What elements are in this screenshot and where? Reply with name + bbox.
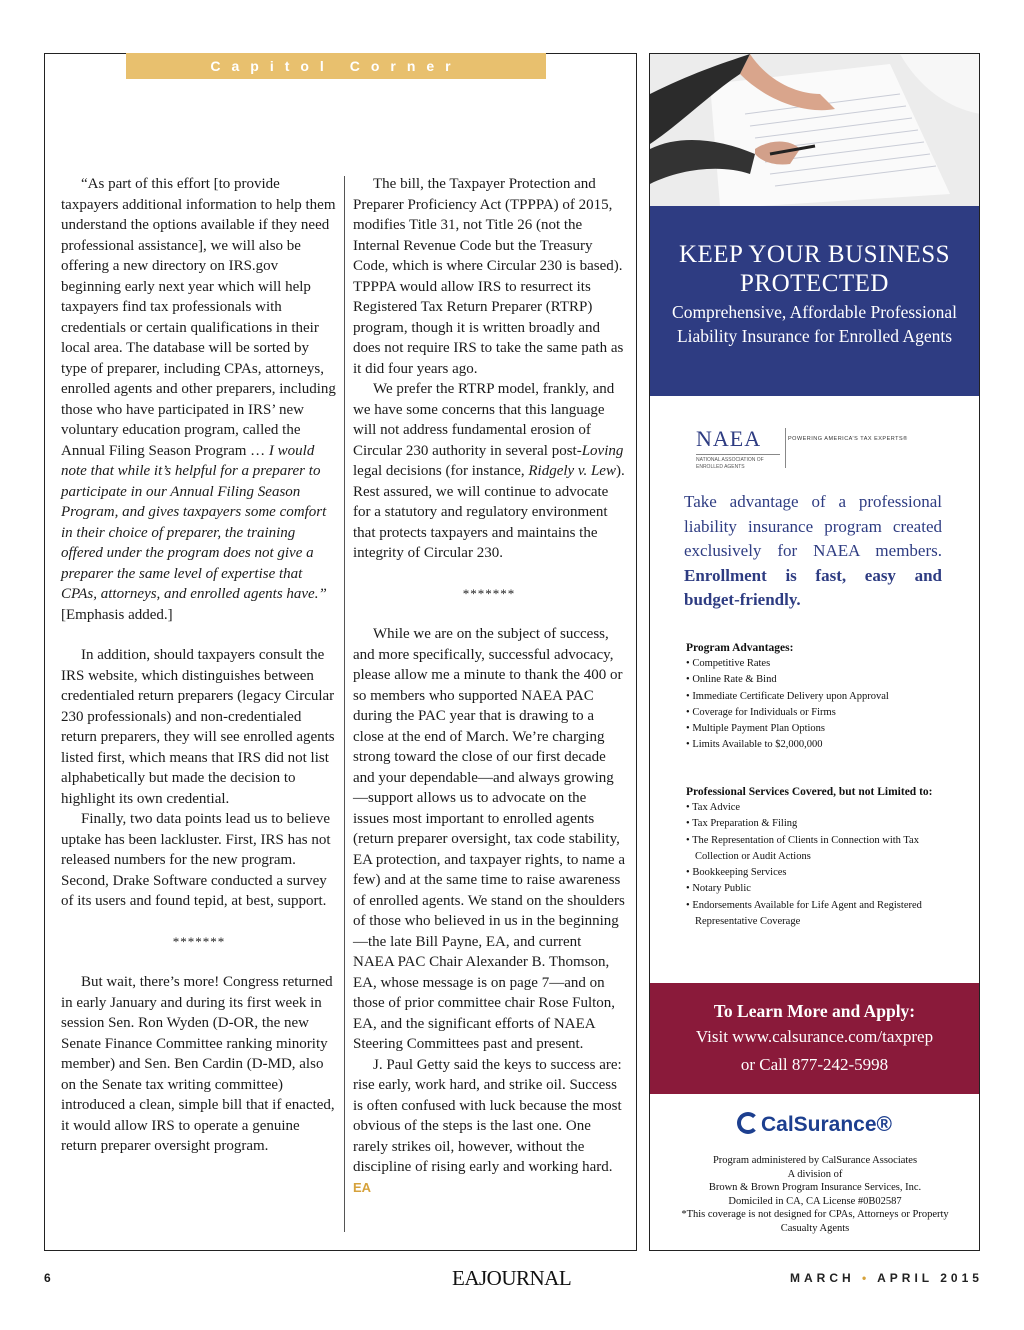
ad-pitch: Take advantage of a professional liability insurance program created exclusively for NAEA members. Enrollment is fast, easy and budget-friendly. — [684, 492, 942, 609]
article-paragraph: J. Paul Getty said the keys to success are: rise early, work hard, and strike oil. Success is often confused with luck because the most obvious of the steps is the last one. One rarely strikes oil, however, without the discipline of rising early and working hard. EA — [353, 1056, 622, 1195]
section-separator: ******* — [172, 933, 226, 949]
naea-tagline: POWERING AMERICA’S TAX EXPERTS® — [788, 436, 908, 442]
naea-full-name: NATIONAL ASSOCIATION OF ENROLLED AGENTS — [696, 454, 780, 471]
list-item: • Online Rate & Bind — [686, 672, 956, 688]
logo-divider — [785, 428, 786, 468]
ad-fine-print — [670, 1154, 960, 1235]
article-frame — [44, 53, 637, 1251]
ad-subhead: Comprehensive, Affordable Professional Liability Insurance for Enrolled Agents — [672, 302, 957, 346]
ad-headline: KEEP YOUR BUSINESS PROTECTED — [678, 241, 951, 297]
page-number: 6 — [44, 1271, 51, 1285]
article-paragraph: “As part of this effort [to provide taxpayers additional information to help them understand the options available if they need professional assistance], we will also be offering a new directory on IRS.gov beginning early next year which will help taxpayers find tax professionals with credentials or certain qualifications in their local area. The database will be sorted by type of preparer, including CPAs, attorneys, enrolled agents and other preparers, including those who have participated in IRS’ new voluntary education program, called the Annual Filing Season Program … I would note that while it’s helpful for a preparer to participate in our Annual Filing Season Program, and gives taxpayers some comfort in their choice of preparer, the training offered under the program does not give a preparer the same level of expertise that CPAs, attorneys, and enrolled agents have.” [Emphasis added.] — [61, 176, 336, 623]
article-paragraph: But wait, there’s more! Congress returned in early January and during its first week in session Sen. Ron Wyden (D-OR, the new Senate Finance Committee ranking minority member) and Sen. Ben Cardin (D-MD, also on the Senate tax writing committee) introduced a clean, simple bill that if enacted, it would allow IRS to operate a genuine return preparer oversight program. — [61, 974, 335, 1154]
list-item: • Limits Available to $2,000,000 — [686, 737, 956, 753]
services-title: Professional Services Covered, but not Limited to: — [686, 786, 933, 798]
list-item: • Tax Preparation & Filing — [686, 816, 956, 832]
list-item: • Endorsements Available for Life Agent and Registered Representative Coverage — [686, 898, 956, 931]
cta-url-link[interactable]: Visit www.calsurance.com/taxprep — [695, 1027, 934, 1046]
list-item: • Bookkeeping Services — [686, 865, 956, 881]
article-paragraph: The bill, the Taxpayer Protection and Preparer Proficiency Act (TPPPA) of 2015, modifies Title 31, not Title 26 (not the Internal Revenue Code but the Treasury Code, which is where Circular 230 is based). TPPPA would allow IRS to resurrect its Registered Tax Return Preparer (RTRP) program, though it is written broadly and does not require IRS to take the same path as it did four years ago. — [353, 176, 624, 377]
issue-date: MARCH • APRIL 2015 — [790, 1271, 983, 1285]
list-item: • Immediate Certificate Delivery upon Approval — [686, 689, 956, 705]
ad-headline-block — [650, 206, 979, 396]
calsurance-logo: CalSurance® — [650, 1112, 979, 1137]
section-banner: Capitol Corner — [126, 53, 546, 79]
ad-photo — [650, 54, 979, 206]
insurance-ad — [649, 53, 980, 1251]
fine-print-line: Program administered by CalSurance Associates — [712, 1155, 918, 1166]
naea-logo-wordmark: NAEA — [696, 426, 762, 451]
ad-pitch-emphasis: Enrollment is fast, easy and budget-friendly. — [684, 565, 942, 609]
article-paragraph: We prefer the RTRP model, frankly, and we have some concerns that this language will not address fundamental erosion of Circular 230 authority in several post-Loving legal decisions (for instance, Ridgely v. Lew). Rest assured, we will continue to advocate for a statutory and regulatory environment that protects taxpayers and maintains the integrity of Circular 230. — [353, 381, 625, 561]
end-mark: EA — [353, 1179, 372, 1195]
services-covered — [686, 784, 956, 930]
cta-title: To Learn More and Apply: — [713, 1001, 916, 1021]
section-separator: ******* — [462, 585, 516, 601]
list-item: • Coverage for Individuals or Firms — [686, 705, 956, 721]
fine-print-line: Domiciled in CA, CA License #0B02587 — [728, 1195, 902, 1207]
naea-logo — [696, 426, 936, 474]
list-item: • The Representation of Clients in Connection with Tax Collection or Audit Actions — [686, 833, 956, 866]
advantages-title: Program Advantages: — [686, 642, 794, 654]
list-item: • Competitive Rates — [686, 656, 956, 672]
article-column-right — [353, 174, 625, 1198]
list-item: • Notary Public — [686, 881, 956, 897]
article-paragraph: While we are on the subject of success, and more specifically, successful advocacy, please allow me a minute to thank the 400 or so members who supported NAEA PAC during the PAC year that is drawing to a close at the end of March. We’re charging strong toward the close of our first decade and your dependable—and always growing—support allows us to advocate on the issues most important to enrolled agents (return preparer oversight, tax code stability, EA protection, and taxpayer rights, to name a few) and at the same time to raise awareness of enrolled agents. We stand on the shoulders of those who believed in us in the beginning—the late Bill Payne, EA, and current NAEA PAC Chair Alexander B. Thomson, EA, whose message is on page 7—and on those of prior committee chair Rose Fulton, EA, and the significant efforts of NAEA Steering Committees past and present. — [353, 626, 625, 1052]
article-column-left — [61, 174, 337, 1157]
fine-print-line: *This coverage is not designed for CPAs, Attorneys or Property Casualty Agents — [681, 1209, 949, 1234]
column-divider — [344, 176, 345, 1232]
fine-print-line: A division of — [787, 1168, 843, 1180]
ad-photo-illustration — [650, 54, 980, 206]
list-item: • Tax Advice — [686, 800, 956, 816]
article-paragraph: In addition, should taxpayers consult the IRS website, which distinguishes between credentialed return preparers (legacy Circular 230 professionals) and non-credentialed return preparers, they will see enrolled agents listed first, which means that IRS did not list alphabetically but made the decision to highlight its own credential. — [61, 647, 335, 807]
call-to-action — [650, 983, 979, 1094]
fine-print-line: Brown & Brown Program Insurance Services, Inc. — [708, 1182, 922, 1193]
magazine-logo: EAJOURNAL — [452, 1266, 572, 1290]
cta-phone: or Call 877-242-5998 — [740, 1055, 889, 1074]
calsurance-swirl-icon — [737, 1112, 759, 1134]
program-advantages — [686, 640, 956, 754]
article-paragraph: Finally, two data points lead us to believe uptake has been lackluster. First, IRS has not released numbers for the new program. Second, Drake Software conducted a survey of its users and found tepid, at best, support. — [61, 811, 331, 909]
list-item: • Multiple Payment Plan Options — [686, 721, 956, 737]
